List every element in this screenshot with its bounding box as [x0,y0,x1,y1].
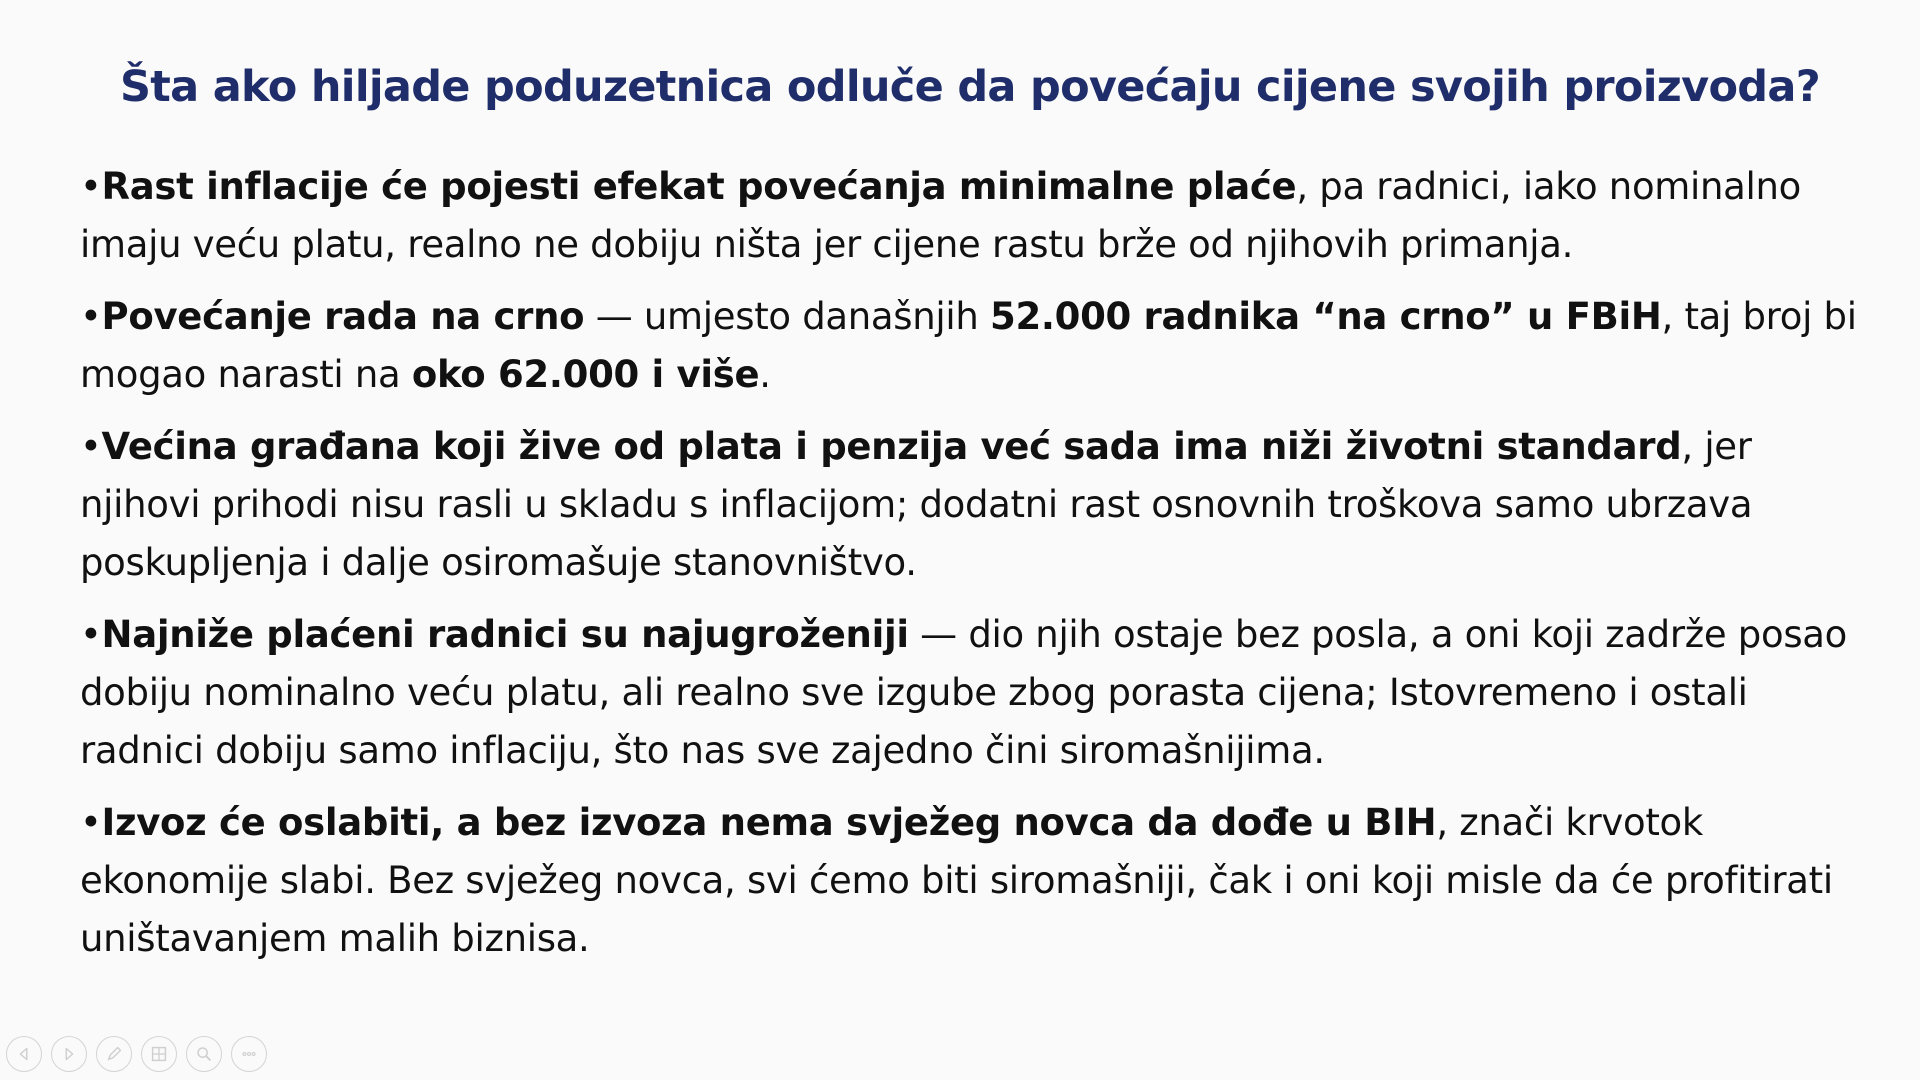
bullet-bold-text: Većina građana koji žive od plata i penzija već sada ima niži životni standard [101,425,1682,468]
next-slide-button[interactable] [51,1036,87,1072]
bullet-exports [80,794,1860,968]
bullet-bold-text: Rast inflacije će pojesti efekat povećanja minimalne plaće [101,165,1297,208]
more-options-icon [238,1043,260,1065]
bullet-text: . [759,353,771,396]
bullet-bold-text: Povećanje rada na crno [101,295,585,338]
slides-grid-icon [148,1043,170,1065]
next-slide-icon [58,1043,80,1065]
bullet-marker: • [80,613,102,656]
zoom-button[interactable] [186,1036,222,1072]
bullet-text: , pa radnici, iako nominalno imaju veću platu, realno ne dobiju ništa jer cijene rastu brže od njihovih primanja. [80,165,1802,266]
bullet-marker: • [80,295,102,338]
zoom-icon [193,1043,215,1065]
slide-title: Šta ako hiljade poduzetnica odluče da povećaju cijene svojih proizvoda? [120,62,1820,112]
bullet-marker: • [80,165,102,208]
bullet-bold-text: Izvoz će oslabiti, a bez izvoza nema svježeg novca da dođe u BIH [101,801,1437,844]
bullet-list [80,158,1860,982]
bullet-text: , taj broj bi mogao narasti na [80,295,1857,396]
more-options-button[interactable] [231,1036,267,1072]
pen-icon [103,1043,125,1065]
bullet-marker: • [80,801,102,844]
bullet-text: , jer njihovi prihodi nisu rasli u skladu s inflacijom; dodatni rast osnovnih troškova samo ubrzava poskupljenja i dalje osiromašuje stanovništvo. [80,425,1753,584]
bullet-inflation [80,158,1860,274]
bullet-living-standard [80,418,1860,592]
bullet-text: — dio njih ostaje bez posla, a oni koji zadrže posao dobiju nominalno veću platu, ali realno sve izgube zbog porasta cijena; Istovremeno i ostali radnici dobiju samo inflaciju, što nas sve zajedno čini siromašnijima. [80,613,1848,772]
bullet-text: — umjesto današnjih [584,295,990,338]
bullet-bold-text: oko 62.000 i više [411,353,760,396]
see-all-slides-button[interactable] [141,1036,177,1072]
bullet-black-market-work [80,288,1860,404]
previous-slide-button[interactable] [6,1036,42,1072]
bullet-marker: • [80,425,102,468]
slideshow-toolbar [6,1036,267,1072]
pen-button[interactable] [96,1036,132,1072]
bullet-bold-text: Najniže plaćeni radnici su najugroženiji [101,613,909,656]
bullet-bold-text: 52.000 radnika “na crno” u FBiH [990,295,1662,338]
previous-slide-icon [13,1043,35,1065]
bullet-text: , znači krvotok ekonomije slabi. Bez svježeg novca, svi ćemo biti siromašniji, čak i oni koji misle da će profitirati uništavanjem malih biznisa. [80,801,1833,960]
bullet-low-paid-workers [80,606,1860,780]
